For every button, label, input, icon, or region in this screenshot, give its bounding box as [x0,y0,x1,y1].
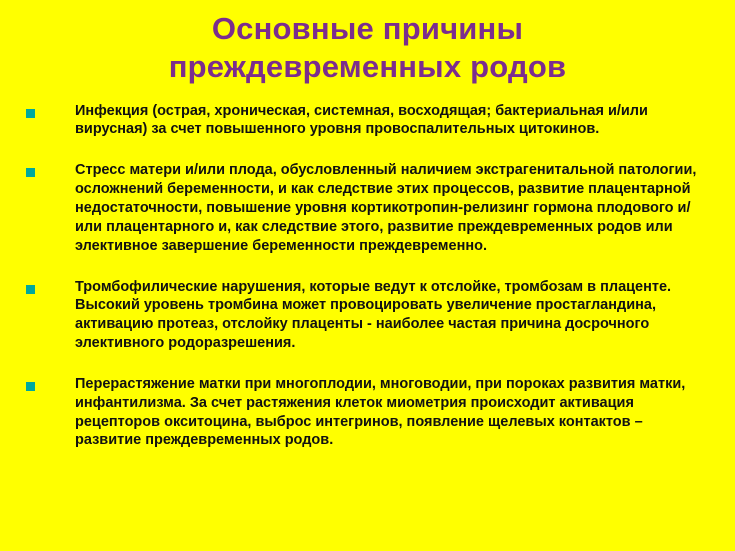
list-item-text: Тромбофилические нарушения, которые ведут к отслойке, тромбозам в плаценте. Высокий уровень тромбина может провоцировать увеличение простагландина, активацию протеаз, отслойку плаценты - наиболее частая причина досрочного элективного родоразрешения. [75,278,672,352]
list-item [22,278,709,353]
list-item-text: Инфекция (острая, хроническая, системная, восходящая; бактериальная и/или вирусная) за счет повышенного уровня провоспалительных цитокинов. [75,102,648,138]
bullet-list [0,86,735,451]
page-title-line-2: преждевременных родов [168,48,567,84]
square-bullet-icon [26,109,35,118]
list-item-text: Стресс матери и/или плода, обусловленный наличием экстрагенитальной патологии, осложнений беременности, и как следствие этих процессов, развитие плацентарной недостаточности, повышение уровня кортикотропин-релизинг гормона плодового и/или плацентарного и, как следствие этого, развитие преждевременных родов или элективное завершение беременности преждевременно. [75,162,697,254]
list-item-text: Перерастяжение матки при многоплодии, многоводии, при пороках развития матки, инфантилизма. За счет растяжения клеток миометрия происходит активация рецепторов окситоцина, выброс интегринов, появление щелевых контактов – развитие преждевременных родов. [75,375,686,449]
list-item [22,375,709,450]
page-title-line-1: Основные причины [211,11,524,46]
square-bullet-icon [26,382,35,391]
page-title [0,0,735,86]
square-bullet-icon [26,168,35,177]
list-item [22,161,709,255]
list-item [22,102,709,140]
square-bullet-icon [26,285,35,294]
